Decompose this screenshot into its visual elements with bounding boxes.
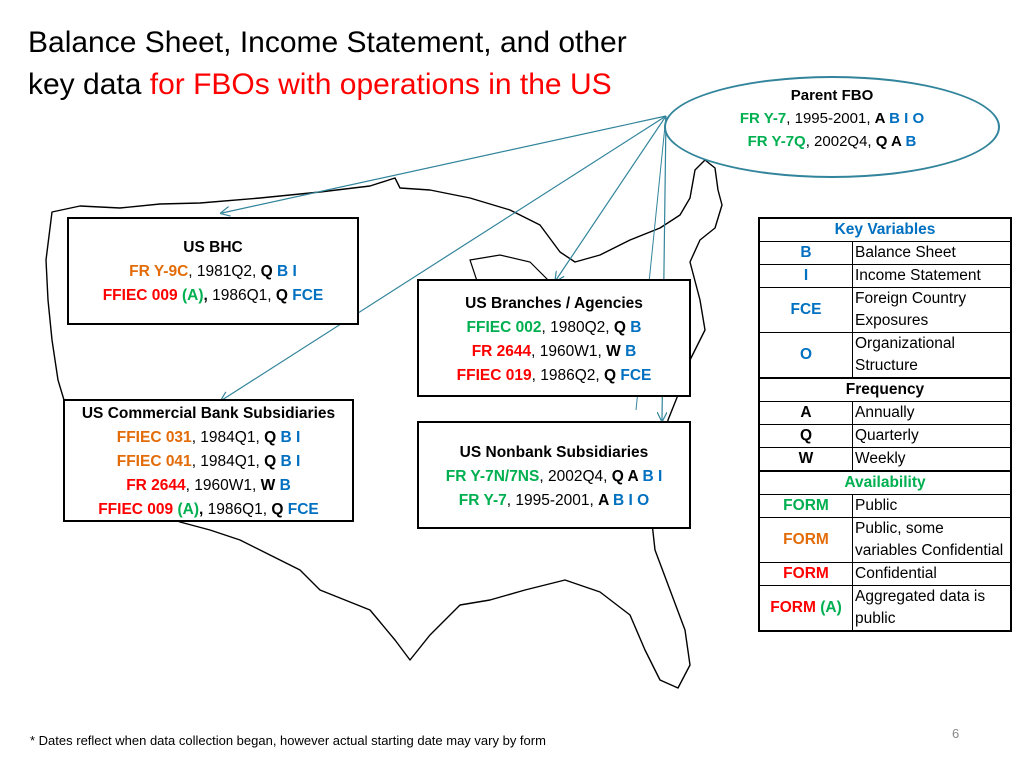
footnote: * Dates reflect when data collection began, however actual starting date may vary by form [30, 733, 546, 748]
parent-fbo-header: Parent FBO [790, 87, 874, 104]
us-branches-line1: FFIEC 002, 1980Q2, Q B [466, 319, 642, 336]
us-bhc-line1: FR Y-9C, 1981Q2, Q B I [129, 263, 297, 280]
legend-row-fce: FCE Foreign Country Exposures [759, 288, 1011, 333]
us-commercial-header: US Commercial Bank Subsidiaries [81, 405, 336, 422]
us-bhc-line2: FFIEC 009 (A), 1986Q1, Q FCE [102, 287, 324, 304]
frequency-header: Frequency [759, 378, 1011, 402]
legend-row-w: W Weekly [759, 448, 1011, 472]
legend-row-q: Q Quarterly [759, 425, 1011, 448]
frequency-header-row [759, 378, 1011, 402]
legend-row-public: FORM Public [759, 495, 1011, 518]
page-number: 6 [952, 726, 960, 741]
legend-row-a: A Annually [759, 402, 1011, 425]
us-branches-line2: FR 2644, 1960W1, W B [471, 343, 637, 360]
us-branches-box [417, 279, 691, 397]
us-commercial-box [63, 399, 354, 522]
legend-row-aggregated: FORM (A) Aggregated data is public [759, 586, 1011, 632]
legend-row-i: I Income Statement [759, 265, 1011, 288]
parent-fbo-line1: FR Y-7, 1995-2001, A B I O [739, 110, 925, 127]
parent-fbo-oval [664, 76, 1000, 178]
legend-row-b: B Balance Sheet [759, 242, 1011, 265]
us-nonbank-header: US Nonbank Subsidiaries [459, 444, 649, 461]
us-commercial-line3: FR 2644, 1960W1, W B [126, 477, 291, 494]
us-bhc-header: US BHC [183, 239, 243, 256]
us-branches-line3: FFIEC 019, 1986Q2, Q FCE [456, 367, 652, 384]
us-nonbank-line1: FR Y-7N/7NS, 2002Q4, Q A B I [445, 468, 663, 485]
us-bhc-box [67, 217, 359, 325]
us-commercial-line2: FFIEC 041, 1984Q1, Q B I [116, 453, 301, 470]
parent-fbo-line2: FR Y-7Q, 2002Q4, Q A B [747, 133, 917, 150]
page-title: Balance Sheet, Income Statement, and other key data for FBOs with operations in the US [28, 26, 627, 101]
availability-header: Availability [759, 471, 1011, 495]
legend-row-some-confidential: FORM Public, some variables Confidential [759, 518, 1011, 563]
us-nonbank-line2: FR Y-7, 1995-2001, A B I O [458, 492, 650, 509]
us-nonbank-box [417, 421, 691, 529]
availability-header-row [759, 471, 1011, 495]
arrow-to-bhc [222, 116, 666, 213]
key-variables-header-row [759, 218, 1011, 242]
legend-row-confidential: FORM Confidential [759, 563, 1011, 586]
key-variables-header: Key Variables [759, 218, 1011, 242]
us-commercial-line4: FFIEC 009 (A), 1986Q1, Q FCE [98, 501, 319, 518]
arrow-to-branches [556, 116, 666, 280]
legend-table [758, 217, 1012, 632]
legend-row-o: O Organizational Structure [759, 333, 1011, 379]
us-branches-header: US Branches / Agencies [465, 295, 643, 312]
us-commercial-line1: FFIEC 031, 1984Q1, Q B I [116, 429, 301, 446]
